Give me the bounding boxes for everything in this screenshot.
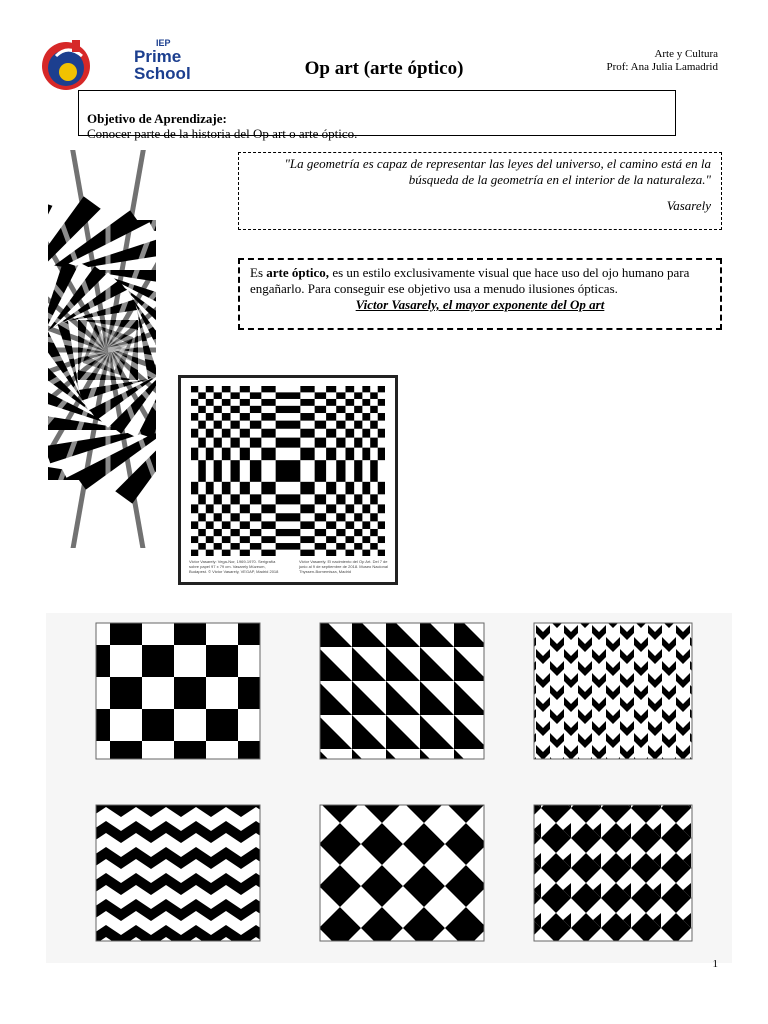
- logo-iep-text: IEP: [156, 38, 171, 48]
- page-number: 1: [712, 958, 718, 970]
- pattern-examples-panel: [46, 613, 732, 963]
- pattern-diamonds: [534, 805, 692, 941]
- definition-paragraph: [250, 265, 710, 297]
- definition-text: es un estilo exclusivamente visual que hace uso del ojo humano para engañarlo. Para conseguir ese objetivo usa a menudo ilusiones ópticas.: [250, 265, 690, 296]
- definition-prefix: Es: [250, 265, 267, 280]
- teacher-label: Prof: Ana Julia Lamadrid: [606, 61, 718, 73]
- logo-prime-text: Prime: [134, 47, 182, 66]
- pattern-checkerboard: [96, 623, 260, 759]
- quote-author: Vasarely: [666, 198, 711, 213]
- poster-caption-right: Victor Vasarely. El nacimiento del Op Art. Del 7 de junio al 9 de septiembre de 2018. Museo Nacional Thyssen-Bornemisza, Madrid: [299, 559, 388, 574]
- vasarely-poster: [178, 375, 398, 585]
- pattern-bowties: [320, 805, 484, 941]
- logo-school-text: School: [134, 64, 191, 83]
- subject-label: Arte y Cultura: [654, 48, 718, 60]
- spiral-op-art-strip: [48, 150, 156, 548]
- quote-text: "La geometría es capaz de representar las leyes del universo, el camino está en la búsqueda de la geometría en el interior de la naturaleza.": [284, 156, 711, 187]
- objective-box: [78, 90, 676, 141]
- pattern-zigzag: [96, 805, 260, 941]
- pattern-grid: [46, 613, 732, 963]
- quote-box: [238, 152, 722, 230]
- poster-caption-left: Victor Vasarely: Vega-Nor, 1969-1970. Serigrafía sobre papel 97 x 79 cm. Vasarely Múzeum, Budapest. © Victor Vasarely, VEGAP, Madrid 2018: [189, 559, 279, 574]
- pattern-triangles: [320, 623, 484, 759]
- page-title: Op art (arte óptico): [304, 58, 464, 79]
- objective-heading: Objetivo de Aprendizaje:: [87, 111, 227, 126]
- definition-term: arte óptico,: [266, 265, 330, 280]
- vega-nor-checkerboard-image: [191, 386, 385, 556]
- definition-box: [238, 258, 722, 330]
- pattern-herringbone: [534, 623, 692, 759]
- header-meta: [606, 48, 718, 74]
- objective-text: Conocer parte de la historia del Op art o arte óptico.: [87, 126, 358, 141]
- definition-caption: Victor Vasarely, el mayor exponente del Op art: [355, 297, 605, 312]
